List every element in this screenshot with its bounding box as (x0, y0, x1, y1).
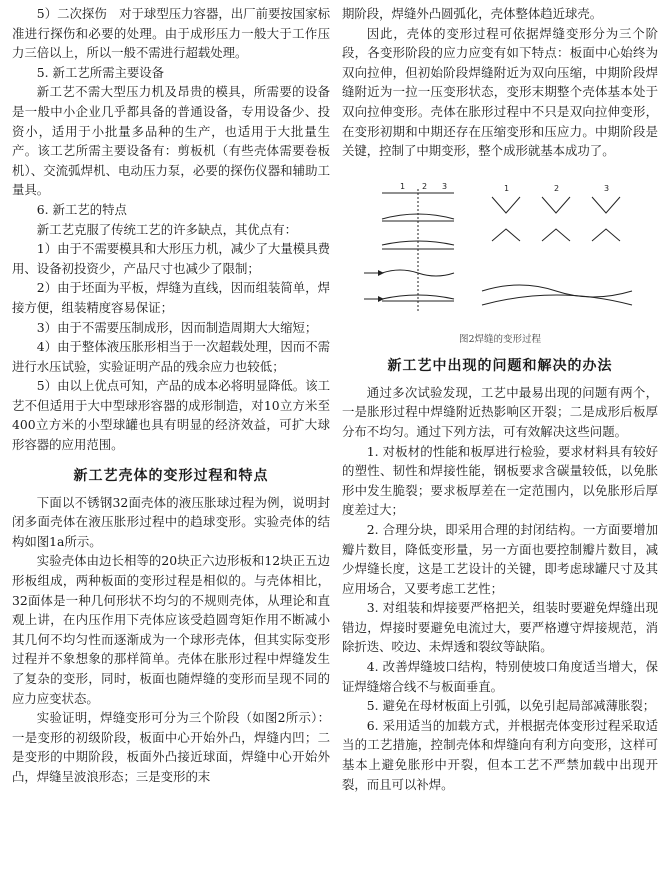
figure-label-3: 3 (442, 181, 448, 191)
weld-deformation-diagram (342, 179, 658, 329)
subheading-features: 6. 新工艺的特点 (36, 201, 127, 217)
paragraph-final-stage: 期阶段，焊缝外凸圆弧化，壳体整体趋近球壳。 (342, 6, 603, 21)
paragraph-features-intro: 新工艺克服了传统工艺的许多缺点，其优点有： (36, 221, 297, 237)
list-item-advantage-2: 2）由于坯面为平板，焊缝为直线，因而组装简单，焊接方便，组装精度容易保证； (12, 280, 330, 315)
left-column (12, 4, 330, 787)
list-item-solution-5: 5. 避免在母材板面上引弧，以免引起局部减薄胀裂； (366, 698, 656, 714)
list-item-advantage-3: 3）由于不需要压制成形，因而制造周期大大缩短； (36, 319, 318, 335)
list-item-advantage-1: 1）由于不需要模具和大形压力机，减少了大量模具费用、设备初投资少，产品尺寸也减少了限制； (12, 241, 330, 276)
list-item-solution-1: 1. 对板材的性能和板厚进行检验，要求材料具有较好的塑性、韧性和焊接性能，钢板要求含碳量较低，以免胀形中发生脆裂；要求板厚差在一定范围内，以免胀形后厚度差过大； (342, 443, 658, 518)
section-heading-problems: 新工艺中出现的问题和解决的办法 (387, 357, 613, 374)
subheading-equipment: 5. 新工艺所需主要设备 (36, 64, 165, 80)
figure-label-2: 2 (422, 181, 428, 191)
figure-stage-label-1: 1 (504, 183, 510, 193)
paragraph-secondary-inspection: 5）二次探伤 对于球型压力容器，出厂前要按国家标准进行探伤和必要的处理。由于成形压力一般大于工作压力三倍以上，所以一般不需进行超载处理。 (12, 6, 330, 61)
section-heading-deformation: 新工艺壳体的变形过程和特点 (73, 467, 269, 484)
list-item-solution-6: 6. 采用适当的加载方式，并根据壳体变形过程采取适当的工艺措施，控制壳体和焊缝向有利方向变形，这样可基本上避免胀形中开裂，但本工艺不严禁加载中出现开裂，而且可以补焊。 (342, 717, 658, 792)
paragraph-shell-structure: 实验壳体由边长相等的20块正六边形板和12块正五边形板组成，两种板面的变形过程是相似的。与壳体相比，32面体是一种几何形状不均匀的不规则壳体，从理论和直观上讲，在内压作用下壳体应该受趋圆弯矩作用不断减小其几何不均匀性而逐渐成为一个球形壳体，但其实际变形过程并不象想象的那样简单。壳体在胀形过程中焊缝发生了复杂的变形，同时，板面也随焊缝的变形而呈现不同的应力应变状态。 (12, 553, 330, 706)
paragraph-equipment: 新工艺不需大型压力机及昂贵的模具，所需要的设备是一般中小企业几乎都具备的普通设备，专用设备少、投资小，适用于小批量多品种的生产，也适用于大批量生产。该工艺所需主要设备有：剪板机（有些壳体需要卷板机）、交流弧焊机、电动压力泵，必要的探伤仪器和辅助工量具。 (12, 84, 330, 198)
paragraph-stress-strain: 因此，壳体的变形过程可依据焊缝变形分为三个阶段，各变形阶段的应力应变有如下特点：板面中心始终为双向拉伸，但初始阶段焊缝附近为双向压缩，中期阶段焊缝附近为一拉一压变形状态，变形末期整个壳体基本处于双向拉伸变形。壳体在胀形过程中不只是双向拉伸变形，在变形初期和中期还存在压缩变形和压应力。中期阶段是关键，控制了中期变形，整个成形就基本成功了。 (342, 25, 658, 159)
list-item-solution-3: 3. 对组装和焊接要严格把关，组装时要避免焊缝出现错边，焊接时要避免电流过大，要严格遵守焊接规范，消除折迭、咬边、未焊透和裂纹等缺陷。 (342, 600, 658, 655)
figure-label-1: 1 (400, 181, 406, 191)
paragraph-deformation-intro: 下面以不锈钢32面壳体的液压胀球过程为例，说明封闭多面壳体在液压胀形过程中的趋球变形。实验壳体的结构如图1a所示。 (12, 494, 330, 549)
list-item-advantage-5: 5）由以上优点可知，产品的成本必将明显降低。该工艺不但适用于大中型球形容器的成形制造，对10立方米至400立方米的小型球罐也具有明显的经济效益，可扩大球形容器的应用范围。 (12, 378, 330, 453)
figure-weld-deformation (342, 179, 658, 329)
figure-stage-label-3: 3 (604, 183, 610, 193)
list-item-solution-4: 4. 改善焊缝坡口结构，特别使坡口角度适当增大，保证焊缝熔合线不与板面垂直。 (342, 659, 658, 694)
figure-caption: 图2焊缝的变形过程 (458, 333, 542, 345)
list-item-solution-2: 2. 合理分块，即采用合理的封闭结构。一方面要增加瓣片数目，降低变形量，另一方面也要控制瓣片数目，减少焊缝长度，这是工艺设计的关键，即考虑球罐尺寸及其应用场合，又要考虑工艺性； (342, 521, 658, 596)
right-column (342, 4, 658, 794)
paragraph-weld-stages: 实验证明，焊缝变形可分为三个阶段（如图2所示）：一是变形的初级阶段，板面中心开始外凸，焊缝内凹；二是变形的中期阶段，板面外凸接近球面，焊缝中心开始外凸，焊缝呈波浪形态；三是变形的末 (12, 710, 330, 784)
figure-stage-label-2: 2 (554, 183, 560, 193)
paragraph-problems-intro: 通过多次试验发现，工艺中最易出现的问题有两个，一是胀形过程中焊缝附近热影响区开裂；二是成形后板厚分布不均匀。通过下列方法，可有效解决这些问题。 (342, 384, 658, 439)
list-item-advantage-4: 4）由于整体液压胀形相当于一次超载处理，因而不需进行水压试验，实验证明产品的残余应力也较低； (12, 339, 330, 374)
